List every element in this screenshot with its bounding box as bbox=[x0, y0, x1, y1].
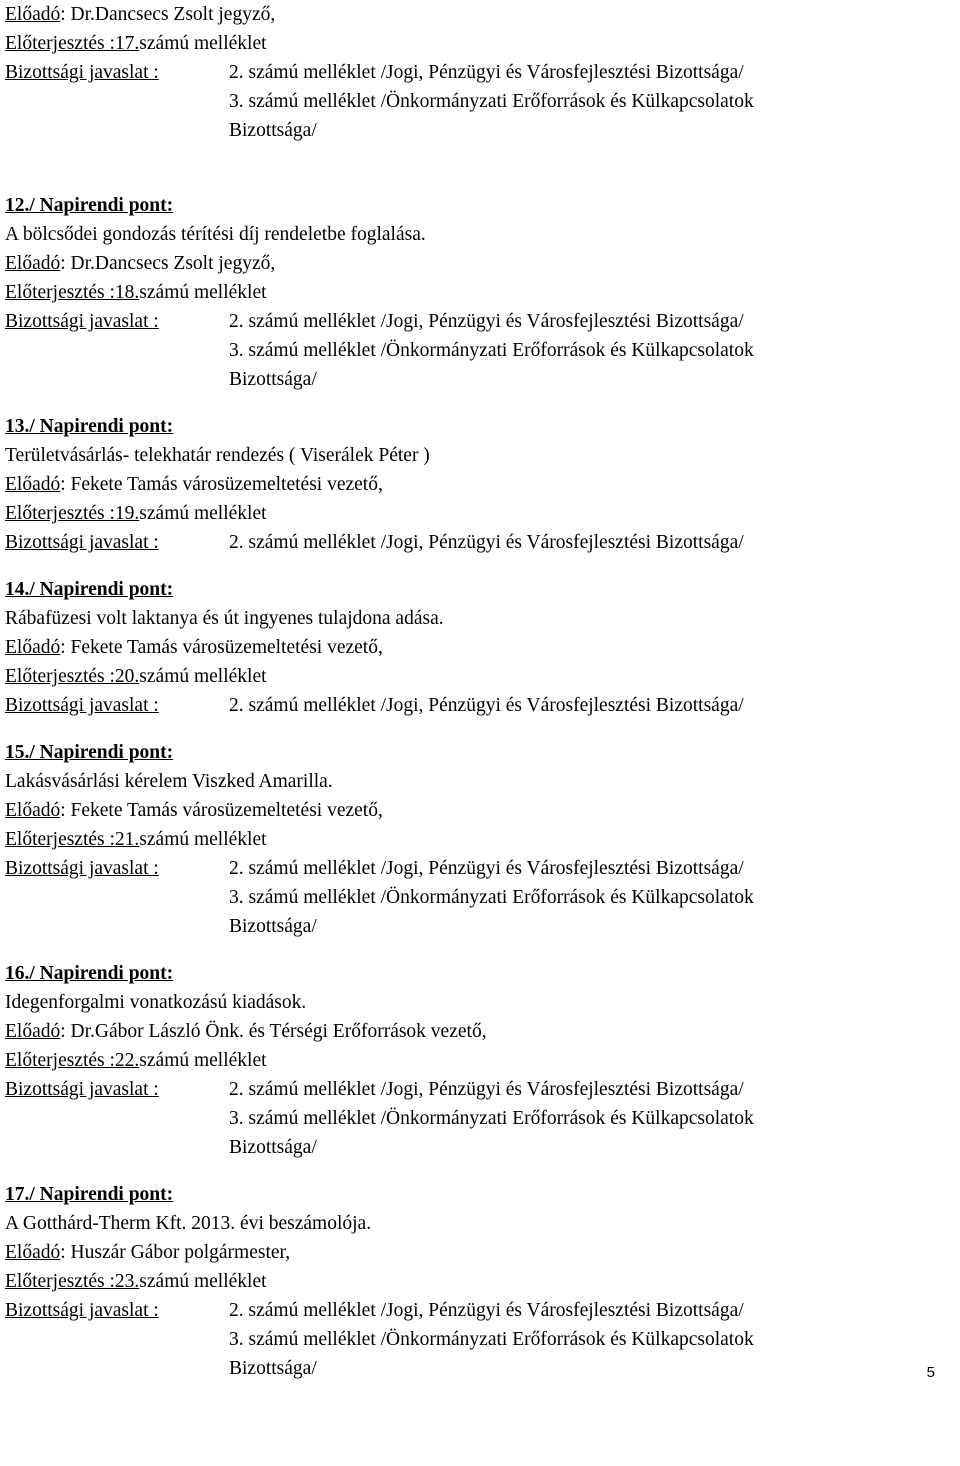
eloterjesztes-label: Előterjesztés :23. bbox=[5, 1271, 140, 1292]
eloado-text: : Fekete Tamás városüzemeltetési vezető, bbox=[60, 800, 383, 821]
agenda-items bbox=[5, 191, 935, 1383]
document-page bbox=[5, 0, 935, 1383]
bizottsagi-text: 2. számú melléklet /Jogi, Pénzügyi és Városfejlesztési Bizottsága/ bbox=[229, 311, 744, 332]
bizottsagi-row bbox=[5, 1354, 935, 1383]
bizottsagi-text: 3. számú melléklet /Önkormányzati Erőforrások és Külkapcsolatok bbox=[229, 1108, 754, 1129]
bizottsagi-row bbox=[5, 854, 935, 883]
page-number: 5 bbox=[926, 1364, 935, 1381]
bizottsagi-row bbox=[5, 691, 935, 720]
bizottsagi-row bbox=[5, 883, 935, 912]
eloado-line bbox=[5, 1238, 935, 1267]
agenda-title: Rábafüzesi volt laktanya és út ingyenes tulajdona adása. bbox=[5, 608, 444, 629]
agenda-item bbox=[5, 412, 935, 557]
agenda-title: Lakásvásárlási kérelem Viszked Amarilla. bbox=[5, 771, 333, 792]
eloterjesztes-label: Előterjesztés :20. bbox=[5, 666, 140, 687]
bizottsagi-label: Bizottsági javaslat : bbox=[5, 695, 159, 716]
bizottsagi-label: Bizottsági javaslat : bbox=[5, 62, 159, 83]
bizottsagi-label: Bizottsági javaslat : bbox=[5, 1300, 159, 1321]
eloterjesztes-line bbox=[5, 1267, 935, 1296]
bizottsagi-label: Bizottsági javaslat : bbox=[5, 532, 159, 553]
eloado-text: : Dr.Dancsecs Zsolt jegyző, bbox=[60, 4, 276, 25]
bizottsagi-row bbox=[5, 528, 935, 557]
bizottsagi-row bbox=[5, 912, 935, 941]
eloterjesztes-text: számú melléklet bbox=[139, 1050, 267, 1071]
agenda-title: A Gotthárd-Therm Kft. 2013. évi beszámolója. bbox=[5, 1213, 372, 1234]
bizottsagi-row bbox=[5, 1133, 935, 1162]
eloado-text: : Huszár Gábor polgármester, bbox=[60, 1242, 291, 1263]
eloterjesztes-text: számú melléklet bbox=[139, 33, 267, 54]
eloterjesztes-line bbox=[5, 662, 935, 691]
bizottsagi-row bbox=[5, 1104, 935, 1133]
agenda-item bbox=[5, 738, 935, 941]
bizottsagi-row bbox=[5, 58, 935, 87]
eloterjesztes-label: Előterjesztés :22. bbox=[5, 1050, 140, 1071]
eloterjesztes-label: Előterjesztés :21. bbox=[5, 829, 140, 850]
bizottsagi-text: 2. számú melléklet /Jogi, Pénzügyi és Városfejlesztési Bizottsága/ bbox=[229, 1300, 744, 1321]
bizottsagi-row bbox=[5, 336, 935, 365]
eloterjesztes-text: számú melléklet bbox=[139, 829, 267, 850]
eloado-label: Előadó bbox=[5, 1242, 61, 1263]
eloterjesztes-label: Előterjesztés :17. bbox=[5, 33, 140, 54]
bizottsagi-row bbox=[5, 365, 935, 394]
eloado-text: : Dr.Dancsecs Zsolt jegyző, bbox=[60, 253, 276, 274]
agenda-title: Területvásárlás- telekhatár rendezés ( Viserálek Péter ) bbox=[5, 445, 430, 466]
eloterjesztes-line bbox=[5, 825, 935, 854]
bizottsagi-text: 2. számú melléklet /Jogi, Pénzügyi és Városfejlesztési Bizottsága/ bbox=[229, 695, 744, 716]
eloado-line bbox=[5, 633, 935, 662]
agenda-heading: 17./ Napirendi pont: bbox=[5, 1184, 174, 1205]
eloado-label: Előadó bbox=[5, 637, 61, 658]
bizottsagi-row bbox=[5, 1075, 935, 1104]
eloado-line bbox=[5, 249, 935, 278]
eloado-label: Előadó bbox=[5, 253, 61, 274]
bizottsagi-text: 2. számú melléklet /Jogi, Pénzügyi és Városfejlesztési Bizottsága/ bbox=[229, 858, 744, 879]
agenda-heading: 16./ Napirendi pont: bbox=[5, 963, 174, 984]
eloado-line bbox=[5, 0, 935, 29]
eloterjesztes-label: Előterjesztés :18. bbox=[5, 282, 140, 303]
bizottsagi-text: Bizottsága/ bbox=[229, 1137, 317, 1158]
bizottsagi-text: Bizottsága/ bbox=[229, 120, 317, 141]
agenda-heading: 13./ Napirendi pont: bbox=[5, 416, 174, 437]
bizottsagi-text: Bizottsága/ bbox=[229, 916, 317, 937]
eloterjesztes-line bbox=[5, 29, 935, 58]
eloado-text: : Fekete Tamás városüzemeltetési vezető, bbox=[60, 474, 383, 495]
eloterjesztes-text: számú melléklet bbox=[139, 666, 267, 687]
bizottsagi-label: Bizottsági javaslat : bbox=[5, 1079, 159, 1100]
eloterjesztes-line bbox=[5, 278, 935, 307]
eloado-text: : Fekete Tamás városüzemeltetési vezető, bbox=[60, 637, 383, 658]
bizottsagi-text: 3. számú melléklet /Önkormányzati Erőforrások és Külkapcsolatok bbox=[229, 91, 754, 112]
bizottsagi-row bbox=[5, 1325, 935, 1354]
eloado-label: Előadó bbox=[5, 4, 61, 25]
bizottsagi-text: Bizottsága/ bbox=[229, 369, 317, 390]
bizottsagi-text: 2. számú melléklet /Jogi, Pénzügyi és Városfejlesztési Bizottsága/ bbox=[229, 62, 744, 83]
agenda-title: A bölcsődei gondozás térítési díj rendeletbe foglalása. bbox=[5, 224, 426, 245]
bizottsagi-label: Bizottsági javaslat : bbox=[5, 858, 159, 879]
bizottsagi-text: 2. számú melléklet /Jogi, Pénzügyi és Városfejlesztési Bizottsága/ bbox=[229, 532, 744, 553]
bizottsagi-text: 3. számú melléklet /Önkormányzati Erőforrások és Külkapcsolatok bbox=[229, 1329, 754, 1350]
bizottsagi-text: 3. számú melléklet /Önkormányzati Erőforrások és Külkapcsolatok bbox=[229, 340, 754, 361]
bizottsagi-text: Bizottsága/ bbox=[229, 1358, 317, 1379]
agenda-title: Idegenforgalmi vonatkozású kiadások. bbox=[5, 992, 307, 1013]
bizottsagi-row bbox=[5, 87, 935, 116]
eloterjesztes-text: számú melléklet bbox=[139, 282, 267, 303]
eloado-label: Előadó bbox=[5, 800, 61, 821]
agenda-heading: 15./ Napirendi pont: bbox=[5, 742, 174, 763]
eloado-label: Előadó bbox=[5, 1021, 61, 1042]
agenda-item bbox=[5, 1180, 935, 1383]
eloado-line bbox=[5, 470, 935, 499]
bizottsagi-row bbox=[5, 1296, 935, 1325]
eloterjesztes-line bbox=[5, 1046, 935, 1075]
eloado-line bbox=[5, 796, 935, 825]
bizottsagi-row bbox=[5, 116, 935, 145]
bizottsagi-row bbox=[5, 307, 935, 336]
eloterjesztes-line bbox=[5, 499, 935, 528]
eloterjesztes-text: számú melléklet bbox=[139, 1271, 267, 1292]
agenda-item bbox=[5, 575, 935, 720]
bizottsagi-text: 3. számú melléklet /Önkormányzati Erőforrások és Külkapcsolatok bbox=[229, 887, 754, 908]
eloterjesztes-text: számú melléklet bbox=[139, 503, 267, 524]
eloado-line bbox=[5, 1017, 935, 1046]
agenda-heading: 12./ Napirendi pont: bbox=[5, 195, 174, 216]
agenda-heading: 14./ Napirendi pont: bbox=[5, 579, 174, 600]
bizottsagi-label: Bizottsági javaslat : bbox=[5, 311, 159, 332]
agenda-item bbox=[5, 959, 935, 1162]
bizottsagi-text: 2. számú melléklet /Jogi, Pénzügyi és Városfejlesztési Bizottsága/ bbox=[229, 1079, 744, 1100]
eloterjesztes-label: Előterjesztés :19. bbox=[5, 503, 140, 524]
agenda-item bbox=[5, 191, 935, 394]
eloado-text: : Dr.Gábor László Önk. és Térségi Erőforrások vezető, bbox=[60, 1021, 487, 1042]
eloado-label: Előadó bbox=[5, 474, 61, 495]
